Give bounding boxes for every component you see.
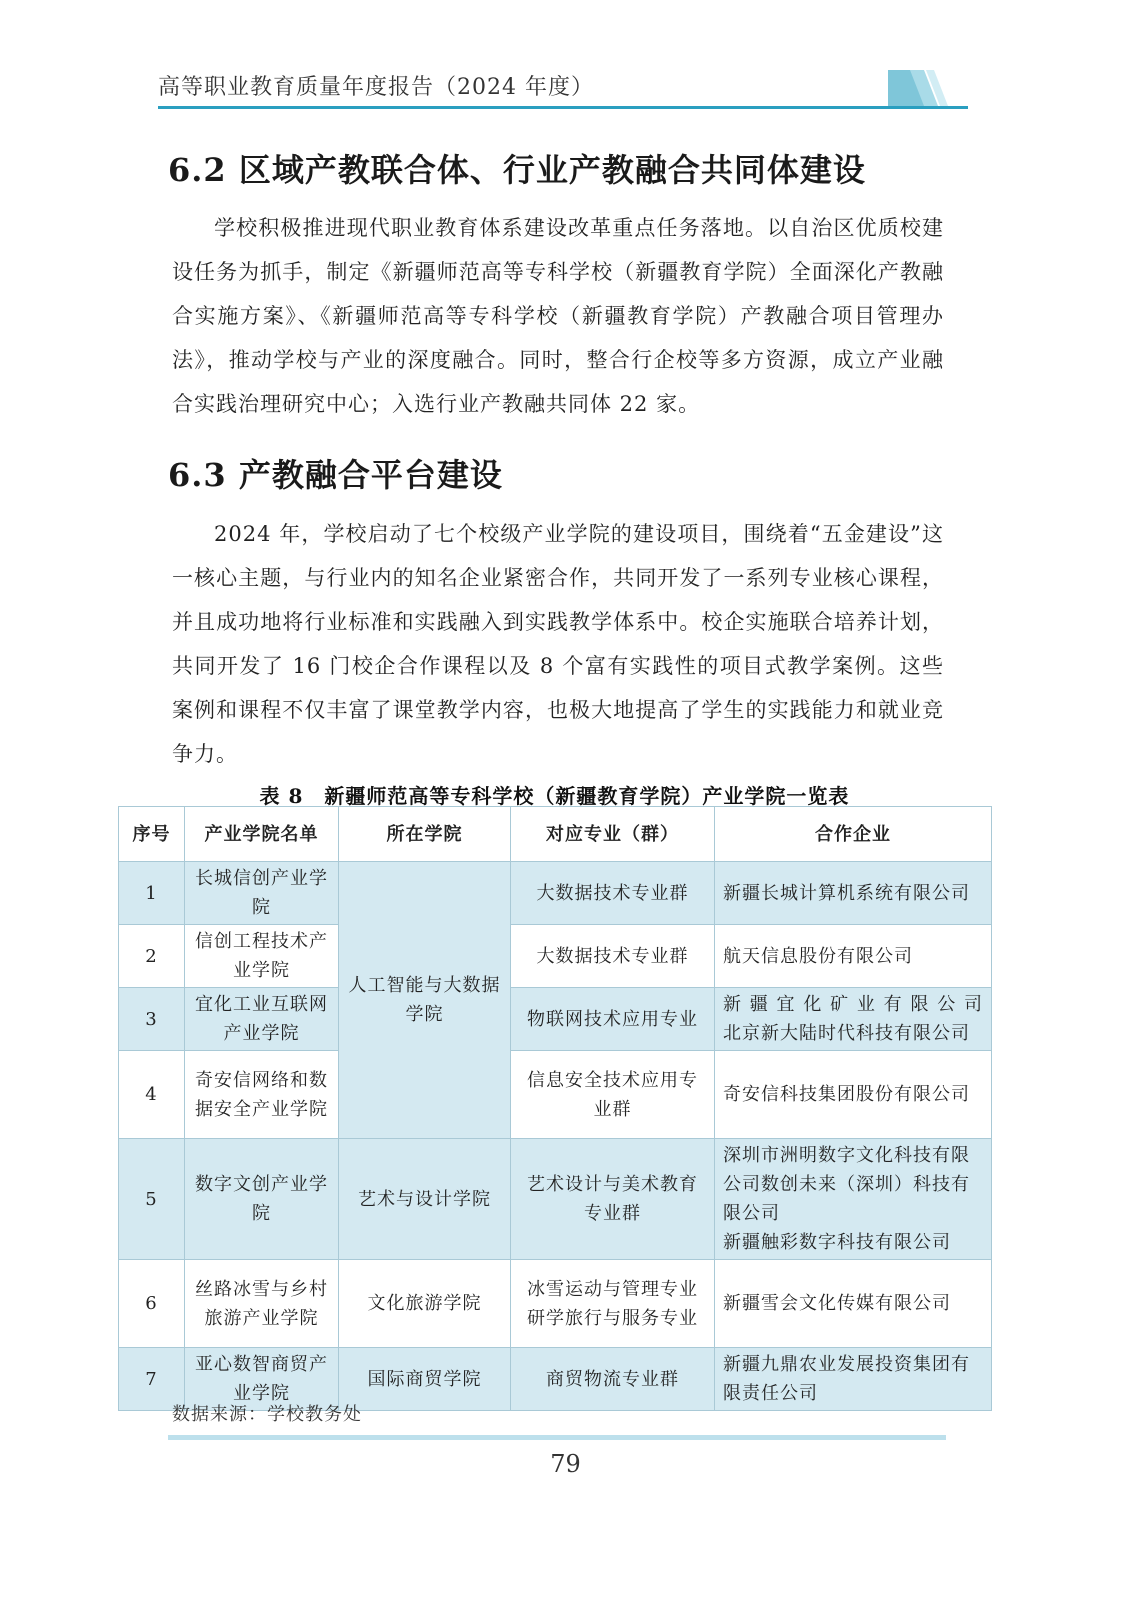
major-line: 研学旅行与服务专业 (527, 1307, 698, 1329)
section-heading-6-3: 6.3 产教融合平台建设 (168, 456, 503, 494)
row-major: 信息安全技术应用专业群 (511, 1051, 715, 1139)
partner-line: 北京新大陆时代科技有限公司 (723, 1023, 970, 1044)
section-paragraph-6-2: 学校积极推进现代职业教育体系建设改革重点任务落地。以自治区优质校建设任务为抓手，制定《新疆师范高等专科学校（新疆教育学院）全面深化产教融合实施方案》、《新疆师范高等专科学校（新疆教育学院）产教融合项目管理办法》，推动学校与产业的深度融合。同时，整合行企校等多方资源，成立产业融合实践治理研究中心；入选行业产教融共同体 22 家。 (172, 216, 944, 416)
row-college-name: 宜化工业互联网产业学院 (185, 988, 339, 1051)
row-major (511, 1260, 715, 1348)
row-college-name: 长城信创产业学院 (185, 862, 339, 925)
row-partner (715, 1139, 992, 1260)
row-school: 文化旅游学院 (339, 1260, 511, 1348)
row-no: 4 (119, 1051, 185, 1139)
row-no: 7 (119, 1348, 185, 1411)
section-heading-6-2: 6.2 区域产教联合体、行业产教融合共同体建设 (168, 151, 866, 189)
row-school: 艺术与设计学院 (339, 1139, 511, 1260)
header-title: 高等职业教育质量年度报告（2024 年度） (158, 75, 594, 100)
row-college-name: 信创工程技术产业学院 (185, 925, 339, 988)
table-row (119, 862, 992, 925)
table-row (119, 925, 992, 988)
row-no: 3 (119, 988, 185, 1051)
major-line: 冰雪运动与管理专业 (527, 1278, 698, 1300)
footer-rule (168, 1435, 946, 1440)
row-college-name: 数字文创产业学院 (185, 1139, 339, 1260)
table-caption: 表 8 新疆师范高等专科学校（新疆教育学院）产业学院一览表 (259, 784, 850, 808)
header-rule (158, 106, 968, 109)
header-decoration-icon (880, 66, 950, 110)
row-no: 5 (119, 1139, 185, 1260)
row-major: 商贸物流专业群 (511, 1348, 715, 1411)
row-major: 大数据技术专业群 (511, 862, 715, 925)
partner-line: 新疆触彩数字科技有限公司 (723, 1232, 951, 1253)
table-header-row (119, 807, 992, 862)
row-partner (715, 988, 992, 1051)
row-partner: 新疆九鼎农业发展投资集团有限责任公司 (715, 1348, 992, 1411)
row-partner: 航天信息股份有限公司 (715, 925, 992, 988)
col-header-no: 序号 (119, 807, 185, 862)
industry-college-table (118, 806, 992, 1411)
row-partner: 新疆长城计算机系统有限公司 (715, 862, 992, 925)
row-school: 人工智能与大数据学院 (339, 862, 511, 1139)
row-school: 国际商贸学院 (339, 1348, 511, 1411)
table-row (119, 1139, 992, 1260)
row-college-name: 奇安信网络和数据安全产业学院 (185, 1051, 339, 1139)
row-partner: 新疆雪会文化传媒有限公司 (715, 1260, 992, 1348)
col-header-school: 所在学院 (339, 807, 511, 862)
row-no: 6 (119, 1260, 185, 1348)
row-major: 物联网技术应用专业 (511, 988, 715, 1051)
data-source-note: 数据来源：学校教务处 (172, 1404, 362, 1425)
table-row (119, 1051, 992, 1139)
col-header-partners: 合作企业 (715, 807, 992, 862)
partner-line: 深圳市洲明数字文化科技有限公司数创未来（深圳）科技有限公司 (723, 1145, 970, 1224)
page-number: 79 (550, 1450, 581, 1478)
row-no: 2 (119, 925, 185, 988)
section-paragraph-6-3: 2024 年，学校启动了七个校级产业学院的建设项目，围绕着“五金建设”这一核心主题，与行业内的知名企业紧密合作，共同开发了一系列专业核心课程，并且成功地将行业标准和实践融入到实践教学体系中。校企实施联合培养计划，共同开发了 16 门校企合作课程以及 8 个富有实践性的项目式教学案例。这些案例和课程不仅丰富了课堂教学内容，也极大地提高了学生的实践能力和就业竞争力。 (172, 522, 944, 766)
row-major: 艺术设计与美术教育专业群 (511, 1139, 715, 1260)
row-major: 大数据技术专业群 (511, 925, 715, 988)
col-header-name: 产业学院名单 (185, 807, 339, 862)
row-college-name: 亚心数智商贸产业学院 (185, 1348, 339, 1411)
table-row (119, 988, 992, 1051)
col-header-major: 对应专业（群） (511, 807, 715, 862)
partner-line: 新疆宜化矿业有限公司 (723, 994, 983, 1015)
row-college-name: 丝路冰雪与乡村旅游产业学院 (185, 1260, 339, 1348)
row-partner: 奇安信科技集团股份有限公司 (715, 1051, 992, 1139)
table-row (119, 1260, 992, 1348)
row-no: 1 (119, 862, 185, 925)
